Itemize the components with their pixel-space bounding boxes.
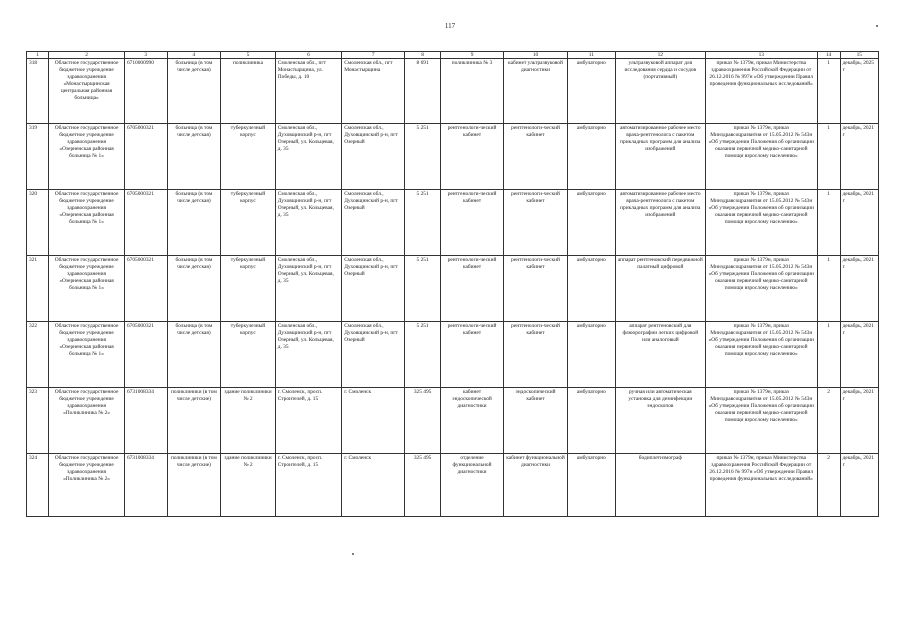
- area-cell: Смоленская обл., Духовщинский р-н, пгт Озерный: [342, 124, 405, 190]
- room-cell: рентгенологи-ческий кабинет: [504, 322, 568, 388]
- unit-cell: туберкулезный корпус: [221, 322, 276, 388]
- mode-cell: амбулаторно: [567, 59, 615, 124]
- quantity-cell: 1: [817, 256, 840, 322]
- column-header: 1: [27, 52, 49, 59]
- organization-cell: Областное государственное бюджетное учреждение здравоохранения «Озерненская районная больница № 1»: [49, 190, 125, 256]
- date-cell: декабрь, 2025 г: [840, 59, 878, 124]
- equipment-cell: ультразвуковой аппарат для исследования сердца и сосудов (портативный): [615, 59, 705, 124]
- table-row: [27, 454, 879, 517]
- table-row: [27, 322, 879, 388]
- department-cell: рентгенологи-ческий кабинет: [441, 256, 504, 322]
- mode-cell: амбулаторно: [567, 454, 615, 517]
- quantity-cell: 1: [817, 59, 840, 124]
- equipment-cell: автоматизированное рабочее место врача-рентгенолога с пакетом прикладных программ для анализа изображений: [615, 124, 705, 190]
- population-cell: 5 251: [405, 322, 441, 388]
- address-cell: Смоленская обл., Духовщинский р-н, пгт Озерный, ул. Кольцевая, д. 35: [275, 322, 341, 388]
- department-cell: отделение функциональной диагностики: [441, 454, 504, 517]
- room-cell: рентгенологи-ческий кабинет: [504, 124, 568, 190]
- facility-type-cell: поликлиники (в том числе детские): [167, 388, 221, 454]
- code-cell: 6705000321: [124, 322, 167, 388]
- department-cell: рентгенологи-ческий кабинет: [441, 190, 504, 256]
- column-header: 2: [49, 52, 125, 59]
- code-cell: 6705000321: [124, 190, 167, 256]
- unit-cell: туберкулезный корпус: [221, 190, 276, 256]
- equipment-cell: ручная или автоматическая установка для дезинфекции эндоскопов: [615, 388, 705, 454]
- date-cell: декабрь, 2021 г: [840, 124, 878, 190]
- mode-cell: амбулаторно: [567, 190, 615, 256]
- equipment-cell: аппарат рентгеновский передвижной палатный цифровой: [615, 256, 705, 322]
- room-cell: эндоскопический кабинет: [504, 388, 568, 454]
- address-cell: Смоленская обл., пгт Монастырщина, ул. Победы, д. 10: [275, 59, 341, 124]
- facility-type-cell: больница (в том числе детская): [167, 190, 221, 256]
- row-number: 318: [27, 59, 49, 124]
- population-cell: 5 251: [405, 190, 441, 256]
- organization-cell: Областное государственное бюджетное учреждение здравоохранения «Озерненская районная больница № 1»: [49, 322, 125, 388]
- organization-cell: Областное государственное бюджетное учреждение здравоохранения «Озерненская районная больница № 1»: [49, 124, 125, 190]
- mode-cell: амбулаторно: [567, 388, 615, 454]
- organization-cell: Областное государственное бюджетное учреждение здравоохранения «Монастырщинская центральная районная больница»: [49, 59, 125, 124]
- code-cell: 6731008334: [124, 454, 167, 517]
- order-cell: приказ № 1379н, приказ Министерства здравоохранения Российской Федерации от 26.12.2016 № 997н «Об утверждении Правил проведения функциональных исследований»: [705, 454, 817, 517]
- quantity-cell: 2: [817, 454, 840, 517]
- row-number: 323: [27, 388, 49, 454]
- organization-cell: Областное государственное бюджетное учреждение здравоохранения «Озерненская районная больница № 1»: [49, 256, 125, 322]
- area-cell: г. Смоленск: [342, 388, 405, 454]
- area-cell: Смоленская обл., Духовщинский р-н, пгт Озерный: [342, 256, 405, 322]
- room-cell: кабинет функциональной диагностики: [504, 454, 568, 517]
- population-cell: 8 691: [405, 59, 441, 124]
- unit-cell: здание поликлиники № 2: [221, 454, 276, 517]
- column-header: 15: [840, 52, 878, 59]
- equipment-cell: бодиплетизмограф: [615, 454, 705, 517]
- population-cell: 5 251: [405, 256, 441, 322]
- address-cell: Смоленская обл., Духовщинский р-н, пгт Озерный, ул. Кольцевая, д. 35: [275, 190, 341, 256]
- area-cell: Смоленская обл., Духовщинский р-н, пгт Озерный: [342, 190, 405, 256]
- column-header: 7: [342, 52, 405, 59]
- code-cell: 6710000990: [124, 59, 167, 124]
- table-row: [27, 388, 879, 454]
- area-cell: Смоленская обл., пгт Монастырщина: [342, 59, 405, 124]
- date-cell: декабрь, 2021 г: [840, 322, 878, 388]
- room-cell: рентгенологи-ческий кабинет: [504, 256, 568, 322]
- quantity-cell: 1: [817, 190, 840, 256]
- quantity-cell: 1: [817, 322, 840, 388]
- column-header: 13: [705, 52, 817, 59]
- facility-type-cell: больница (в том числе детская): [167, 124, 221, 190]
- mode-cell: амбулаторно: [567, 256, 615, 322]
- unit-cell: поликлиника: [221, 59, 276, 124]
- order-cell: приказ № 1379н, приказ Минздравсоцразвития от 15.05.2012 № 543н «Об утверждении Положения об организации оказания первичной медико-санитарной помощи взрослому населению»: [705, 388, 817, 454]
- order-cell: приказ № 1379н, приказ Минздравсоцразвития от 15.05.2012 № 543н «Об утверждении Положения об организации оказания первичной медико-санитарной помощи взрослому населению»: [705, 124, 817, 190]
- equipment-cell: аппарат рентгеновский для флюорографии легких цифровой или аналоговый: [615, 322, 705, 388]
- table-row: [27, 59, 879, 124]
- row-number: 321: [27, 256, 49, 322]
- scan-speck: [876, 25, 878, 27]
- facility-type-cell: больница (в том числе детская): [167, 322, 221, 388]
- facility-type-cell: больница (в том числе детская): [167, 256, 221, 322]
- row-number: 319: [27, 124, 49, 190]
- unit-cell: туберкулезный корпус: [221, 124, 276, 190]
- column-header: 14: [817, 52, 840, 59]
- column-header: 12: [615, 52, 705, 59]
- room-cell: кабинет ультразвуковой диагностики: [504, 59, 568, 124]
- department-cell: поликлиника № 3: [441, 59, 504, 124]
- unit-cell: туберкулезный корпус: [221, 256, 276, 322]
- order-cell: приказ № 1379н, приказ Минздравсоцразвития от 15.05.2012 № 543н «Об утверждении Положения об организации оказания первичной медико-санитарной помощи взрослому населению»: [705, 190, 817, 256]
- address-cell: г. Смоленск, просп. Строителей, д. 15: [275, 454, 341, 517]
- code-cell: 6705000321: [124, 256, 167, 322]
- room-cell: рентгенологи-ческий кабинет: [504, 190, 568, 256]
- column-header: 5: [221, 52, 276, 59]
- mode-cell: амбулаторно: [567, 322, 615, 388]
- department-cell: рентгенологи-ческий кабинет: [441, 322, 504, 388]
- page-number: 117: [444, 22, 456, 30]
- table-row: [27, 124, 879, 190]
- column-header: 3: [124, 52, 167, 59]
- column-header: 11: [567, 52, 615, 59]
- department-cell: кабинет эндоскопической диагностики: [441, 388, 504, 454]
- row-number: 324: [27, 454, 49, 517]
- equipment-cell: автоматизированное рабочее место врача-рентгенолога с пакетом прикладных программ для анализа изображений: [615, 190, 705, 256]
- date-cell: декабрь, 2021 г: [840, 256, 878, 322]
- order-cell: приказ № 1379н, приказ Минздравсоцразвития от 15.05.2012 № 543н «Об утверждении Положения об организации оказания первичной медико-санитарной помощи взрослому населению»: [705, 256, 817, 322]
- organization-cell: Областное государственное бюджетное учреждение здравоохранения «Поликлиника № 2»: [49, 454, 125, 517]
- column-header: 10: [504, 52, 568, 59]
- row-number: 322: [27, 322, 49, 388]
- row-number: 320: [27, 190, 49, 256]
- quantity-cell: 2: [817, 388, 840, 454]
- address-cell: г. Смоленск, просп. Строителей, д. 15: [275, 388, 341, 454]
- population-cell: 325 495: [405, 388, 441, 454]
- scan-speck: [352, 553, 354, 555]
- table-row: [27, 256, 879, 322]
- code-cell: 6731008334: [124, 388, 167, 454]
- date-cell: декабрь, 2021 г: [840, 454, 878, 517]
- facility-type-cell: больница (в том числе детская): [167, 59, 221, 124]
- column-header: 8: [405, 52, 441, 59]
- column-header: 4: [167, 52, 221, 59]
- mode-cell: амбулаторно: [567, 124, 615, 190]
- column-header: 6: [275, 52, 341, 59]
- area-cell: Смоленская обл., Духовщинский р-н, пгт Озерный: [342, 322, 405, 388]
- facility-type-cell: поликлиники (в том числе детские): [167, 454, 221, 517]
- date-cell: декабрь, 2021 г: [840, 190, 878, 256]
- unit-cell: здание поликлиники № 2: [221, 388, 276, 454]
- population-cell: 325 495: [405, 454, 441, 517]
- code-cell: 6705000321: [124, 124, 167, 190]
- column-header: 9: [441, 52, 504, 59]
- equipment-table: [26, 51, 879, 517]
- quantity-cell: 1: [817, 124, 840, 190]
- area-cell: г. Смоленск: [342, 454, 405, 517]
- order-cell: приказ № 1379н, приказ Министерства здравоохранения Российской Федерации от 26.12.2016 № 997н «Об утверждении Правил проведения функциональных исследований»: [705, 59, 817, 124]
- column-number-row: [27, 52, 879, 59]
- address-cell: Смоленская обл., Духовщинский р-н, пгт Озерный, ул. Кольцевая, д. 35: [275, 256, 341, 322]
- table-row: [27, 190, 879, 256]
- order-cell: приказ № 1379н, приказ Минздравсоцразвития от 15.05.2012 № 543н «Об утверждении Положения об организации оказания первичной медико-санитарной помощи взрослому населению»: [705, 322, 817, 388]
- date-cell: декабрь, 2021 г: [840, 388, 878, 454]
- population-cell: 5 251: [405, 124, 441, 190]
- organization-cell: Областное государственное бюджетное учреждение здравоохранения «Поликлиника № 2»: [49, 388, 125, 454]
- department-cell: рентгенологи-ческий кабинет: [441, 124, 504, 190]
- address-cell: Смоленская обл., Духовщинский р-н, пгт Озерный, ул. Кольцевая, д. 35: [275, 124, 341, 190]
